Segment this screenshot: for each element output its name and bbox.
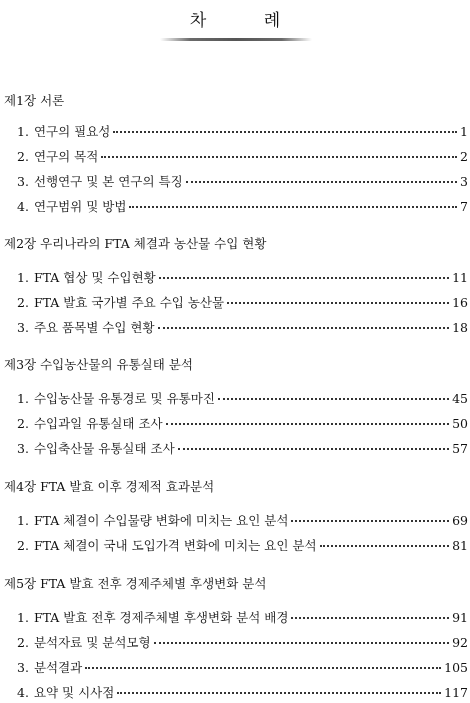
dot-leader	[101, 155, 457, 158]
entry-title: FTA 체결이 수입물량 변화에 미치는 요인 분석	[33, 513, 289, 528]
toc-entry[interactable]	[17, 293, 468, 311]
toc-entry[interactable]	[17, 318, 468, 336]
entry-number: 2.	[17, 295, 29, 310]
entry-page-number: 92	[452, 635, 468, 650]
entry-number: 4.	[17, 685, 29, 700]
entry-page-number: 57	[452, 441, 468, 456]
toc-entry[interactable]	[17, 122, 468, 140]
chapter-heading-2: 제2장 우리나라의 FTA 체결과 농산물 수입 현황	[4, 236, 267, 251]
toc-entry[interactable]	[17, 414, 468, 432]
entry-title: 주요 품목별 수입 현황	[33, 320, 155, 335]
entry-title: 분석결과	[33, 660, 83, 675]
entry-number: 2.	[17, 149, 29, 164]
chapter-heading-4: 제4장 FTA 발효 이후 경제적 효과분석	[4, 479, 215, 494]
page-title: 차 례	[189, 11, 307, 31]
entry-number: 2.	[17, 416, 29, 431]
entry-number: 2.	[17, 538, 29, 553]
toc-entry[interactable]	[17, 439, 468, 457]
dot-leader	[291, 519, 449, 522]
entry-page-number: 45	[452, 391, 468, 406]
entry-title: 연구의 목적	[33, 149, 99, 164]
entry-title: FTA 협상 및 수입현황	[33, 270, 156, 285]
entry-title: 연구범위 및 방법	[33, 199, 127, 214]
dot-leader	[113, 130, 457, 133]
dot-leader	[218, 397, 449, 400]
dot-leader	[227, 301, 449, 304]
entry-page-number: 11	[452, 270, 468, 285]
entry-title: FTA 발효 전후 경제주체별 후생변화 분석 배경	[33, 610, 289, 625]
entry-title: FTA 발효 국가별 주요 수입 농산물	[33, 295, 225, 310]
toc-entry[interactable]	[17, 658, 468, 676]
entry-number: 1.	[17, 610, 29, 625]
entry-number: 4.	[17, 199, 29, 214]
dot-leader	[158, 326, 450, 329]
dot-leader	[159, 276, 449, 279]
entry-page-number: 18	[452, 320, 468, 335]
entry-page-number: 1	[460, 124, 468, 139]
entry-number: 3.	[17, 660, 29, 675]
entry-page-number: 81	[452, 538, 468, 553]
entry-title: 요약 및 시사점	[33, 685, 115, 700]
toc-entry[interactable]	[17, 389, 468, 407]
dot-leader	[117, 691, 441, 694]
chapter-heading-5: 제5장 FTA 발효 전후 경제주체별 후생변화 분석	[4, 576, 267, 591]
dot-leader	[178, 447, 449, 450]
chapter-heading-1: 제1장 서론	[4, 93, 65, 108]
entry-page-number: 69	[452, 513, 468, 528]
toc-entry[interactable]	[17, 172, 468, 190]
entry-title: 수입농산물 유통경로 및 유통마진	[33, 391, 215, 406]
entry-title: 수입과일 유통실태 조사	[33, 416, 163, 431]
toc-entry[interactable]	[17, 268, 468, 286]
dot-leader	[85, 666, 441, 669]
entry-title: FTA 체결이 국내 도입가격 변화에 미치는 요인 분석	[33, 538, 317, 553]
toc-entry[interactable]	[17, 536, 468, 554]
toc-entry[interactable]	[17, 683, 468, 701]
entry-title: 분석자료 및 분석모형	[33, 635, 151, 650]
chapter-heading-3: 제3장 수입농산물의 유통실태 분석	[4, 357, 193, 372]
entry-page-number: 2	[460, 149, 468, 164]
toc-entry[interactable]	[17, 511, 468, 529]
entry-page-number: 117	[444, 685, 468, 700]
entry-page-number: 105	[444, 660, 468, 675]
entry-number: 3.	[17, 174, 29, 189]
toc-entry[interactable]	[17, 197, 468, 215]
entry-page-number: 7	[460, 199, 468, 214]
entry-number: 1.	[17, 270, 29, 285]
toc-entry[interactable]	[17, 147, 468, 165]
entry-number: 1.	[17, 513, 29, 528]
entry-page-number: 16	[452, 295, 468, 310]
dot-leader	[186, 180, 457, 183]
dot-leader	[154, 641, 450, 644]
toc-entry[interactable]	[17, 608, 468, 626]
entry-number: 3.	[17, 441, 29, 456]
dot-leader	[320, 544, 450, 547]
dot-leader	[129, 205, 457, 208]
entry-number: 1.	[17, 124, 29, 139]
entry-title: 수입축산물 유통실태 조사	[33, 441, 175, 456]
entry-page-number: 50	[452, 416, 468, 431]
dot-leader	[166, 422, 449, 425]
entry-page-number: 3	[460, 174, 468, 189]
entry-number: 3.	[17, 320, 29, 335]
entry-number: 1.	[17, 391, 29, 406]
entry-page-number: 91	[452, 610, 468, 625]
entry-number: 2.	[17, 635, 29, 650]
title-underline	[160, 38, 312, 41]
entry-title: 연구의 필요성	[33, 124, 111, 139]
dot-leader	[291, 616, 449, 619]
entry-title: 선행연구 및 본 연구의 특징	[33, 174, 183, 189]
toc-entry[interactable]	[17, 633, 468, 651]
